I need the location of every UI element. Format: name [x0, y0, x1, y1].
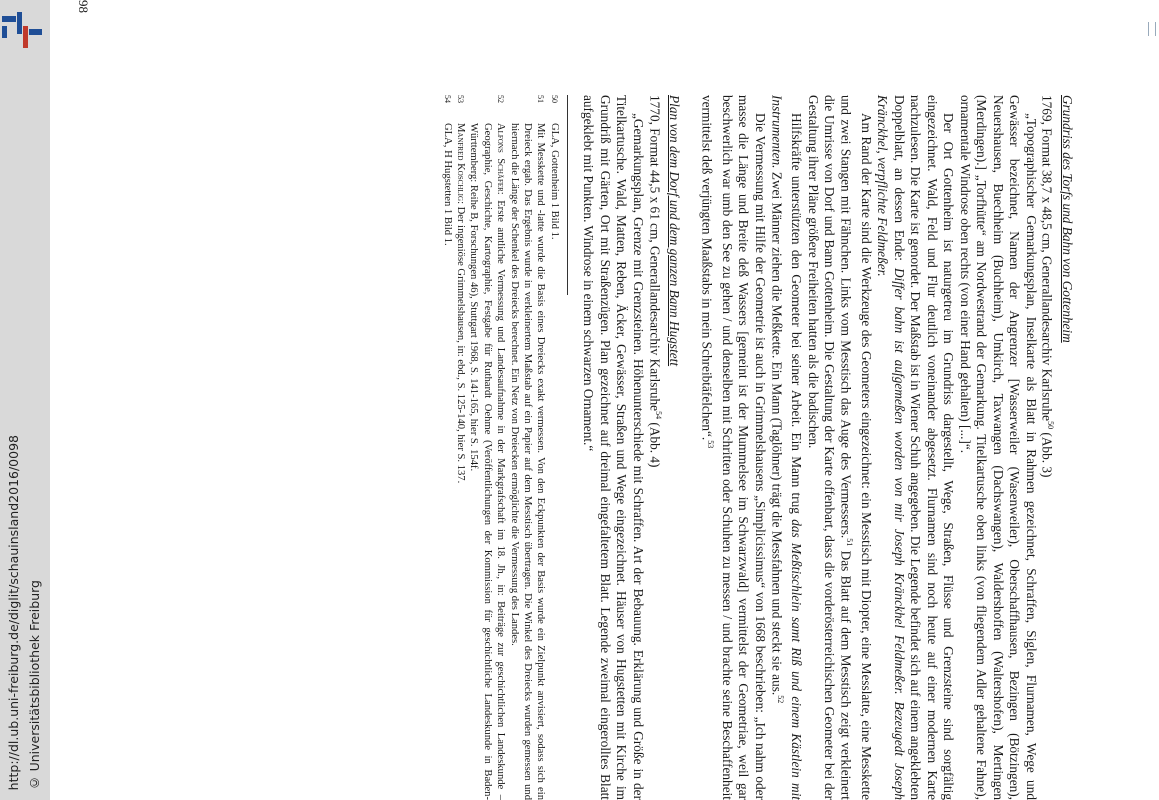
paragraph: Am Rand der Karte sind die Werkzeuge des Geometers eingezeichnet: ein Messtisch mit Diopter, eine Messlatte, eine Messkette und zwei Stangen mit Fähnchen. Links vom Messtisch das Auge des Vermessers.$^{51}$ Das Blatt auf dem Messtisch zeigt verkleinert die Umrisse von Dorf und Bann Gottenheim. Die Gestaltung der Karte offenbart, dass die vorderösterreichischen Geometer bei der Gestaltung ihrer Pläne größere Freiheiten hatten als die badischen.	[805, 95, 874, 800]
paragraph: „Topographischer Gemarkungsplan, Inselkarte als Blatt in Rahmen gezeichnet, Schraffen, Siglen, Flurnamen, Wege und Gewässer bezeichnet, Namen der Angrenzer [Wasserweiler (Wasenweiler), Oberschaffhausen, Bezingen (Bötzingen), Neuershausen, Buechheim (Buchheim), Umkirch, Taxwangen (Dachswangen), Waldershoffen (Waltershofen), Mertingen (Merdingen).] „Torfhütte“ am Nordwestrand der Gemarkung. Titelkartusche oben links (von fliegendem Adler gehaltene Fahne), ornamentale Windrose oben rechts (von einer Hand gehalten) [...]“.	[957, 95, 1039, 800]
footnote: 50 GLA, Gottenheim 1 Bild 1.	[548, 95, 560, 240]
scan-edge-mark	[1148, 22, 1156, 36]
footnote: 53 Manfred Koschlig: Der ingeniöse Grimmelshausen, in: ebd., S. 125-140, hier S. 137.	[455, 95, 467, 484]
footnote: 54 GLA, H Hugstetten 1 Bild 1.	[441, 95, 453, 246]
page-text-block	[75, 95, 1075, 800]
section-meta-torf: 1769, Format 38,7 x 48,5 cm, Generallandesarchiv Karlsruhe$^{50}$ (Abb. 3)	[1040, 95, 1056, 478]
section-heading-torf: Grundriss des Torfs und Bahn von Gottenheim	[1060, 95, 1075, 343]
copyright-notice: © Universitätsbibliothek Freiburg	[27, 579, 42, 790]
scanned-page	[75, 0, 1075, 800]
university-logo-icon	[2, 12, 42, 52]
page-number: 98	[76, 0, 91, 13]
section-heading-hugstett: Plan von dem Dorf und dem ganzen Bann Hugstett	[667, 95, 683, 367]
paragraph: Der Ort Gottenheim ist naturgetreu im Grundriss dargestellt, Wege, Straßen, Flüsse und Grenzsteine sind sorgfältig eingezeichnet. Wald, Feld und Flur deutlich voneinander abgesetzt. Flurnamen sind noch heute auf einer modernen Karte nachzulesen. Die Karte ist genordet. Der Maßstab ist in Wiener Schuh angegeben. Die Legende befindet sich auf einem angeklebten Doppelblatt, an dessen Ende: Differ bahn ist aufgemeßen worden von mir Joseph Kränckhel Feldmeßer. Bezeugedt Joseph Kränckhel, verpflichte Feldmeßer.	[875, 95, 957, 800]
paragraph: Die Vermessung mit Hilfe der Geometrie ist auch in Grimmelshausens „Simplicissimus“ von 1668 beschrieben: „Ich nahm oder masse die Länge und Breite deß Wassers [gemeint ist der Mummelsee im Schwarzwald] vermittelst der Geometriae, weil gar beschwerlich war umb den See zu gehen / und denselben mit Schritten oder Schuhen zu messen / und brachte seine Beschaffenheit vermittelst deß verjüngten Maaßstabs in mein Schreibtäfelchen“.$^{53}$	[699, 95, 768, 800]
section-meta-hugstett: 1770, Format 44,5 x 61 cm, Generallandesarchiv Karlsruhe$^{54}$ (Abb. 4)	[647, 95, 663, 468]
footnote: 52 Alfons Schäfer: Erste amtliche Vermessung und Landesaufnahme in der Markgrafschaft im 18. Jh., in: Beiträge zur geschichtlichen Landeskunde – Geographie, Geschichte, Kartographie, Festgabe für Ruthardt Oehme (Veröffentlichungen der Kommission für geschichtliche Landeskunde in Baden-Württemberg: Reihe B, Forschungen 46), Stuttgart 1968, S. 141-165, hier S. 154f.	[468, 95, 507, 800]
paragraph: Hilfskräfte unterstützten den Geometer bei seiner Arbeit. Ein Mann trug das Meßtischlein samt Riß und einem Kästlein mit Instrumenten. Zwei Männer ziehen die Meßkette. Ein Mann (Taglöhner) trägt die Messfahnen und steckt sie aus.$^{52}$	[769, 95, 805, 800]
paragraph: „Gemarkungsplan, Grenze mit Grenzsteinen. Höhenunterschiede mit Schraffen. Art der Bebauung. Erklärung und Größe in der Titelkartusche. Wald, Matten, Reben, Äcker, Gewässer, Straßen und Wege eingezeichnet. Häuser von Hugstetten mit Kirche im Grundriß mit Gärten, Ort mit Straßenzügen. Plan gezeichnet auf dreimal eingefaltetem Blatt. Legende zweimal eingerolltes Blatt aufgeklebt mit Punkten. Windrose in einem schwarzen Ornament.“	[581, 95, 646, 800]
viewer-sidebar	[0, 0, 50, 800]
footnote-divider	[567, 95, 568, 295]
source-url[interactable]: http://dl.ub.uni-freiburg.de/diglit/schauinsland2016/0098	[6, 434, 21, 790]
footnote: 51 Mit Messkette und -latte wurde die Basis eines Dreiecks exakt vermessen. Von den Eckpunkten der Basis wurde ein Zielpunkt anvisiert, sodass sich ein Dreieck ergab. Das Ergebnis wurde in verkleinertem Maßstab auf ein Papier auf dem Messtisch übertragen. Die Winkel des Dreiecks wurden gemessen und hiernach die Länge der Schenkel des Dreiecks berechnet. Ein Netz von Dreiecken ermöglichte die Vermessung des Landes.	[508, 95, 547, 800]
